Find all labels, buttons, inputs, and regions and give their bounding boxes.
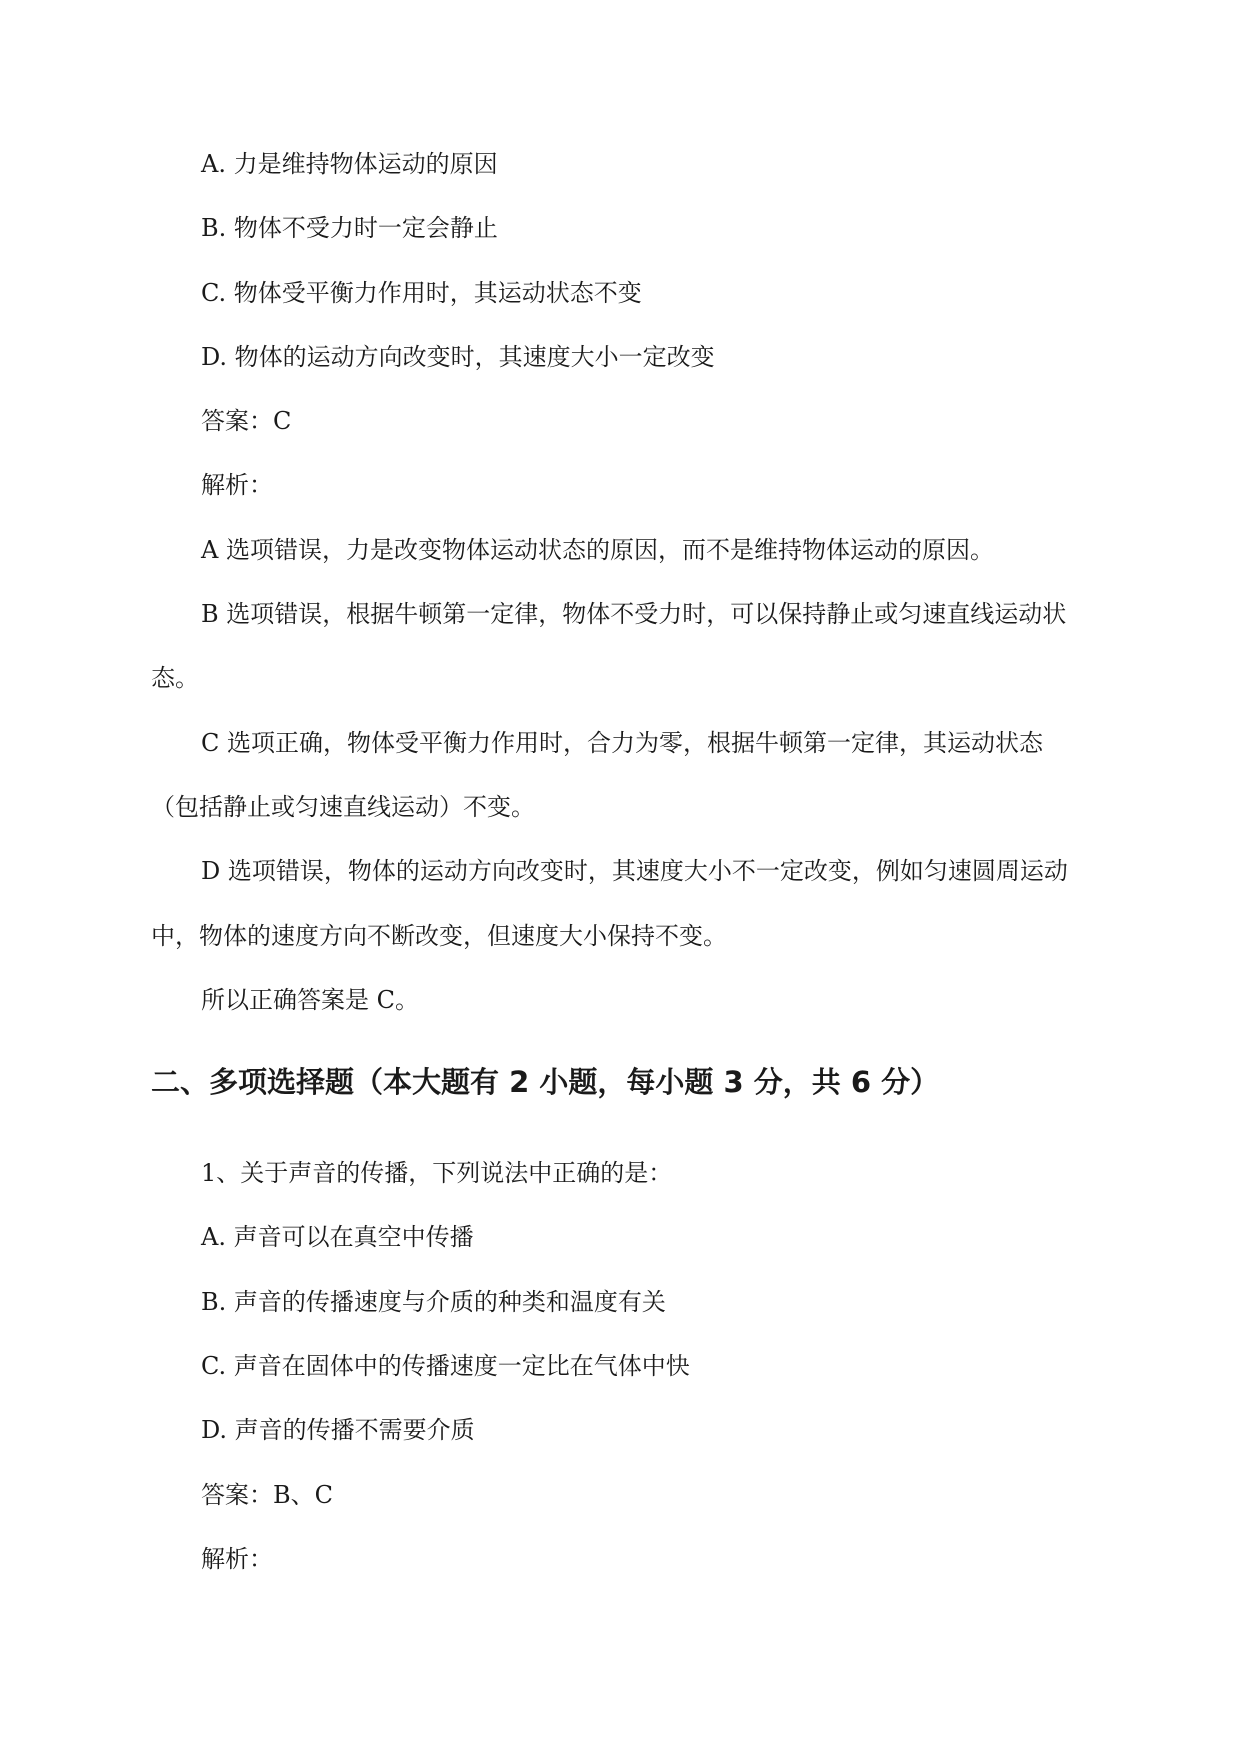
q1-option-a: A. 声音可以在真空中传播: [201, 1223, 474, 1251]
prev-analysis-a: A 选项错误，力是改变物体运动状态的原因，而不是维持物体运动的原因。: [201, 536, 994, 564]
prev-analysis-b-line2: 态。: [151, 664, 199, 692]
q1-analysis-label: 解析：: [201, 1545, 273, 1573]
prev-option-d: D. 物体的运动方向改变时，其速度大小一定改变: [201, 343, 715, 371]
prev-analysis-d-line1: D 选项错误，物体的运动方向改变时，其速度大小不一定改变，例如匀速圆周运动: [201, 857, 1068, 885]
prev-analysis-c-line2: （包括静止或匀速直线运动）不变。: [151, 793, 535, 821]
section-heading: 二、多项选择题（本大题有 2 小题，每小题 3 分，共 6 分）: [151, 1065, 940, 1099]
prev-analysis-d-line2: 中，物体的速度方向不断改变，但速度大小保持不变。: [151, 922, 727, 950]
q1-option-b: B. 声音的传播速度与介质的种类和温度有关: [201, 1288, 666, 1316]
q1-answer: 答案：B、C: [201, 1481, 333, 1509]
q1-option-d: D. 声音的传播不需要介质: [201, 1416, 475, 1444]
prev-analysis-label: 解析：: [201, 471, 273, 499]
prev-option-b: B. 物体不受力时一定会静止: [201, 214, 498, 242]
prev-answer: 答案：C: [201, 407, 292, 435]
q1-option-c: C. 声音在固体中的传播速度一定比在气体中快: [201, 1352, 690, 1380]
prev-analysis-c-line1: C 选项正确，物体受平衡力作用时，合力为零，根据牛顿第一定律，其运动状态: [201, 729, 1043, 757]
prev-analysis-b-line1: B 选项错误，根据牛顿第一定律，物体不受力时，可以保持静止或匀速直线运动状: [201, 600, 1067, 628]
prev-conclusion: 所以正确答案是 C。: [201, 986, 419, 1014]
prev-option-c: C. 物体受平衡力作用时，其运动状态不变: [201, 279, 642, 307]
prev-option-a: A. 力是维持物体运动的原因: [201, 150, 498, 178]
q1-stem: 1、关于声音的传播，下列说法中正确的是：: [201, 1159, 673, 1187]
